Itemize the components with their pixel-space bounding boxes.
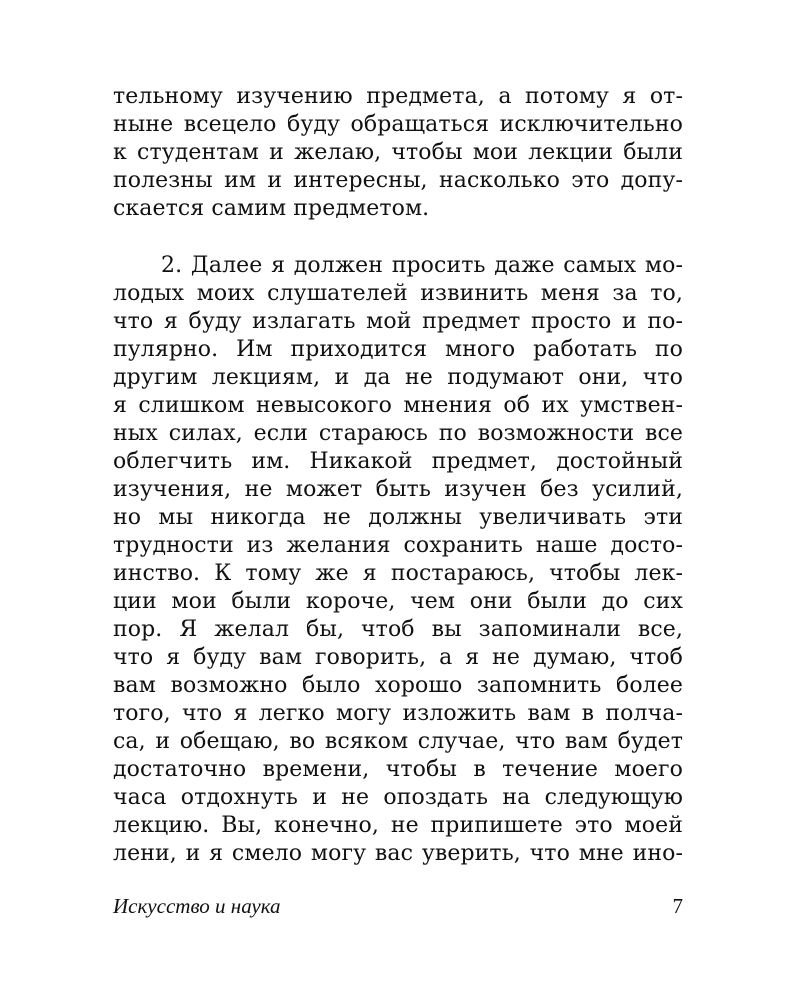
text-line: облегчить им. Никакой предмет, достойный: [113, 449, 683, 474]
text-line: часа отдохнуть и не опоздать на следующую: [113, 785, 683, 810]
text-line: я слишком невысокого мнения об их умствен-: [113, 393, 683, 418]
text-line: ных силах, если стараюсь по возможности все: [113, 421, 683, 446]
text-line: 2. Далее я должен просить даже самых мо-: [161, 253, 683, 278]
text-line: тельному изучению предмета, а потому я от-: [113, 84, 683, 109]
text-line: пор. Я желал бы, чтоб вы запоминали все,: [113, 617, 683, 642]
text-line: трудности из желания сохранить наше досто-: [113, 533, 683, 558]
text-line: лодых моих слушателей извинить меня за то,: [113, 281, 683, 306]
text-line: что я буду излагать мой предмет просто и по-: [113, 309, 683, 334]
text-line: к студентам и желаю, чтобы мои лекции были: [113, 140, 683, 165]
text-line: но мы никогда не должны увеличивать эти: [113, 505, 683, 530]
text-line: ции мои были короче, чем они были до сих: [113, 589, 683, 614]
text-line: вам возможно было хорошо запомнить более: [113, 673, 683, 698]
running-footer-title: Искусство и наука: [113, 894, 281, 918]
text-line: полезны им и интересны, насколько это допу-: [113, 168, 683, 193]
text-line: лекцию. Вы, конечно, не припишете это моей: [113, 813, 683, 838]
text-line: что я буду вам говорить, а я не думаю, чтоб: [113, 645, 683, 670]
text-line: достаточно времени, чтобы в течение моего: [113, 757, 683, 782]
text-line: того, что я легко могу изложить вам в полча-: [113, 701, 683, 726]
text-line: скается самим предметом.: [113, 196, 430, 221]
text-line: изучения, не может быть изучен без усилий,: [113, 477, 683, 502]
text-line: са, и обещаю, во всяком случае, что вам будет: [113, 729, 683, 754]
text-line: лени, и я смело могу вас уверить, что мне ино-: [113, 841, 683, 866]
text-line: ныне всецело буду обращаться исключительно: [113, 112, 683, 137]
text-line: инство. К тому же я постараюсь, чтобы лек-: [113, 561, 683, 586]
text-line: другим лекциям, и да не подумают они, что: [113, 365, 683, 390]
text-line: пулярно. Им приходится много работать по: [113, 337, 683, 362]
page-number: 7: [672, 894, 683, 918]
